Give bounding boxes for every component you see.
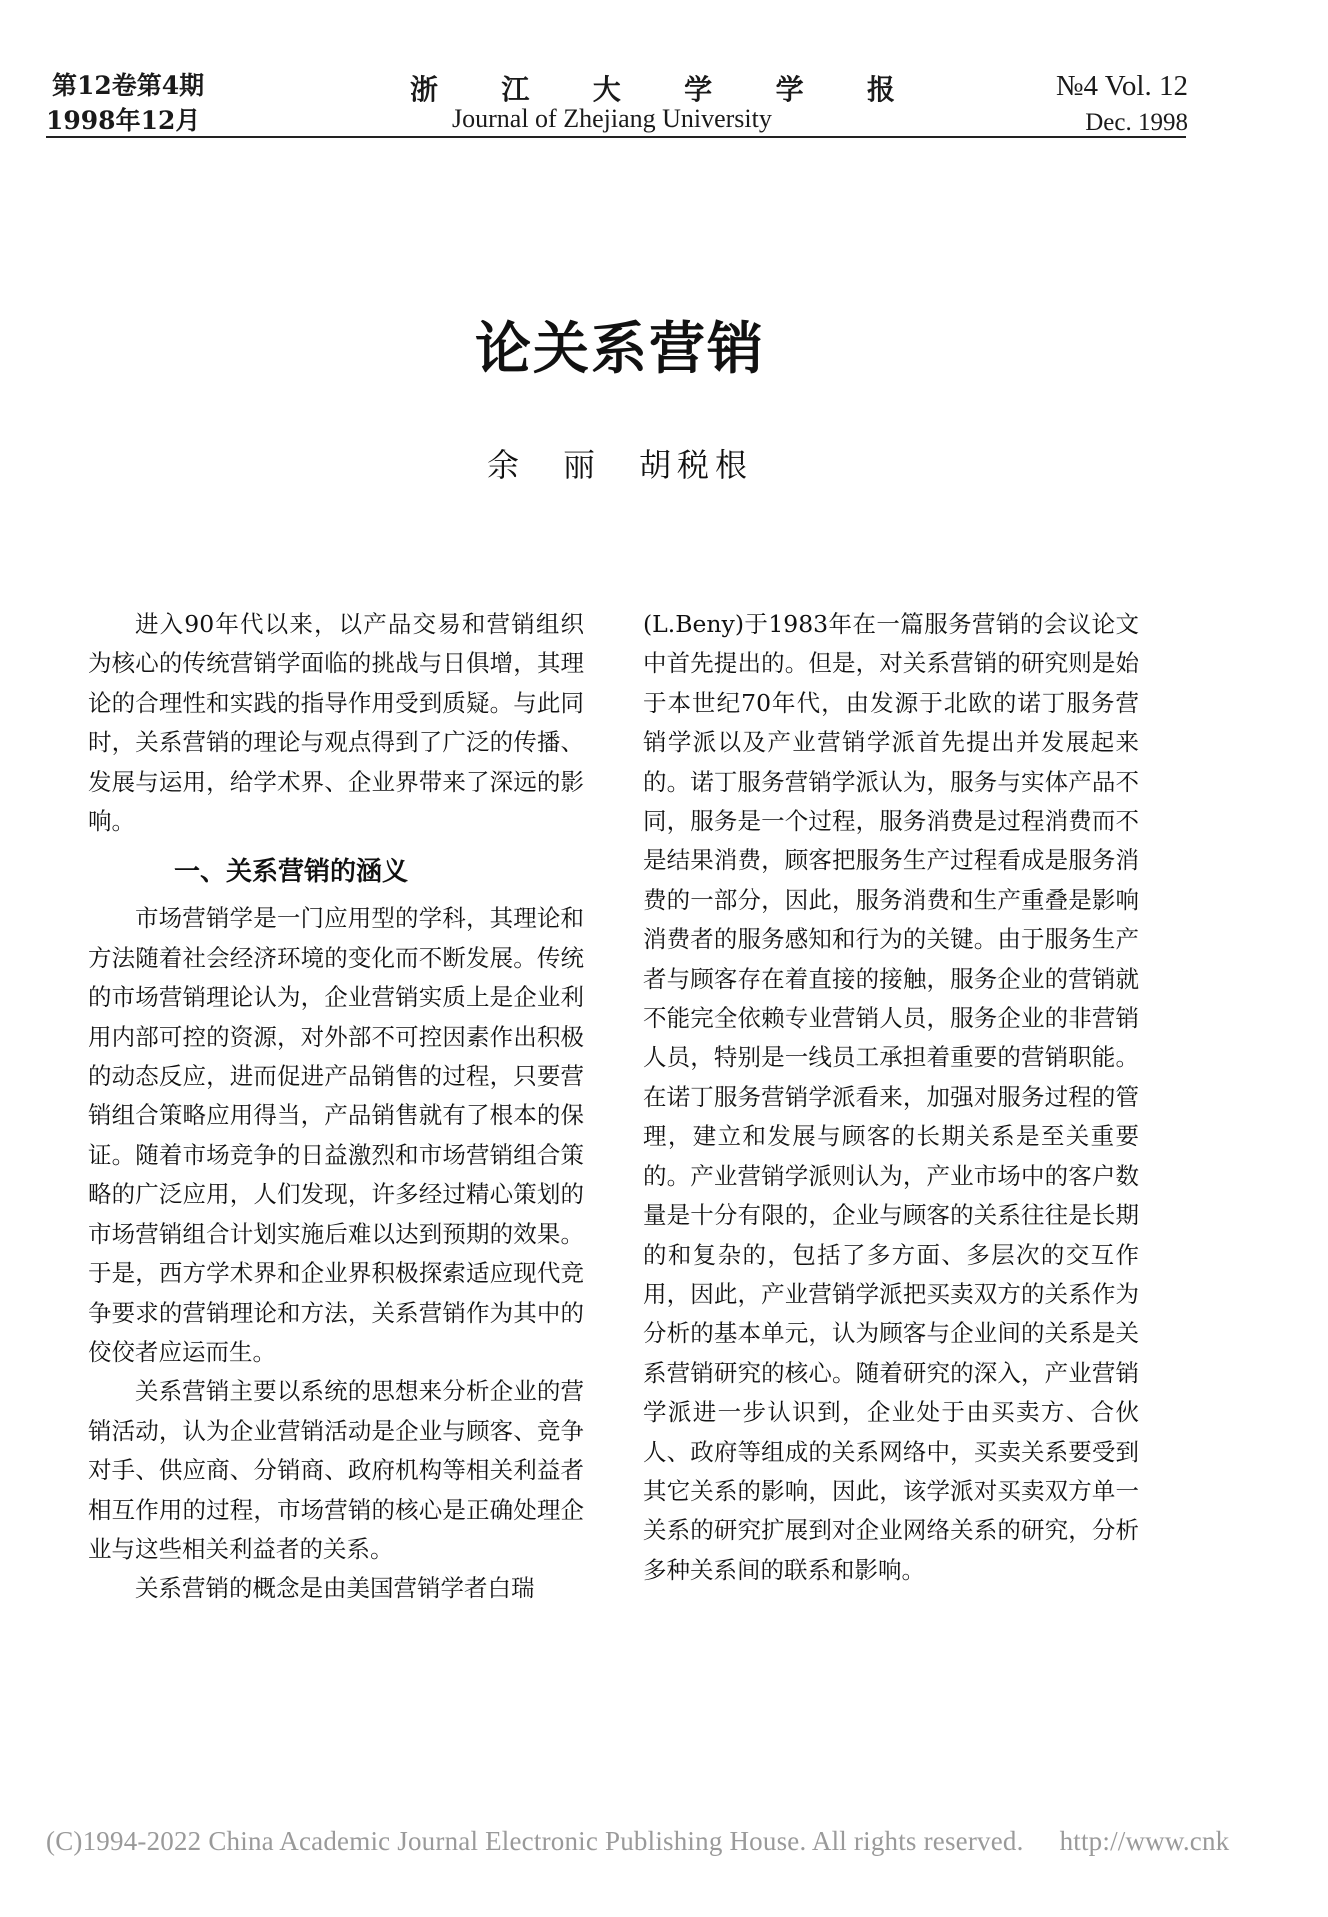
issue-date: 1998年12月 — [46, 106, 201, 135]
journal-char: 大 — [592, 73, 621, 106]
right-column — [643, 605, 1139, 1590]
volume-date: Dec. 1998 — [1085, 109, 1188, 136]
journal-char: 学 — [684, 73, 713, 106]
journal-char: 学 — [775, 73, 804, 106]
paragraph: (L.Beny)于1983年在一篇服务营销的会议论文中首先提出的。但是，对关系营销的研究则是始于本世纪70年代，由发源于北欧的诺丁服务营销学派以及产业营销学派首先提出并发展起来的。诺丁服务营销学派认为，服务与实体产品不同，服务是一个过程，服务消费是过程消费而不是结果消费，顾客把服务生产过程看成是服务消费的一部分，因此，服务消费和生产重叠是影响消费者的服务感知和行为的关键。由于服务生产者与顾客存在着直接的接触，服务企业的营销就不能完全依赖专业营销人员，服务企业的非营销人员，特别是一线员工承担着重要的营销职能。在诺丁服务营销学派看来，加强对服务过程的管理，建立和发展与顾客的长期关系是至关重要的。产业营销学派则认为，产业市场中的客户数量是十分有限的，企业与顾客的关系往往是长期的和复杂的，包括了多方面、多层次的交互作用，因此，产业营销学派把买卖双方的关系作为分析的基本单元，认为顾客与企业间的关系是关系营销研究的核心。随着研究的深入，产业营销学派进一步认识到，企业处于由买卖方、合伙人、政府等组成的关系网络中，买卖关系要受到其它关系的影响，因此，该学派对买卖双方单一关系的研究扩展到对企业网络关系的研究，分析多种关系间的联系和影响。 — [643, 610, 1139, 1584]
paragraph: 进入90年代以来，以产品交易和营销组织为核心的传统营销学面临的挑战与日俱增，其理论的合理性和实践的指导作用受到质疑。与此同时，关系营销的理论与观点得到了广泛的传播、发展与运用，给学术界、企业界带来了深远的影响。 — [88, 610, 584, 836]
header-rule — [46, 136, 1186, 138]
volume-info: №4 Vol. 12 — [1055, 70, 1188, 102]
article-authors: 余 丽 胡税根 — [486, 446, 753, 484]
journal-name-cn — [410, 68, 895, 108]
paragraph: 市场营销学是一门应用型的学科，其理论和方法随着社会经济环境的变化而不断发展。传统的市场营销理论认为，企业营销实质上是企业利用内部可控的资源，对外部不可控因素作出积极的动态反应，进而促进产品销售的过程，只要营销组合策略应用得当，产品销售就有了根本的保证。随着市场竞争的日益激烈和市场营销组合策略的广泛应用，人们发现，许多经过精心策划的市场营销组合计划实施后难以达到预期的效果。于是，西方学术界和企业界积极探索适应现代竞争要求的营销理论和方法，关系营销作为其中的佼佼者应运而生。 — [88, 904, 584, 1366]
paragraph: 关系营销的概念是由美国营销学者白瑞 — [135, 1574, 535, 1603]
copyright-text: (C)1994-2022 China Academic Journal Electronic Publishing House. All rights reserved. — [46, 1826, 1024, 1856]
article-title: 论关系营销 — [475, 316, 765, 382]
journal-char: 江 — [501, 73, 530, 106]
left-column — [88, 605, 584, 1609]
copyright-footer — [46, 1826, 1229, 1857]
journal-char: 报 — [866, 73, 895, 106]
footer-url[interactable]: http://www.cnk — [1059, 1826, 1230, 1856]
journal-name-en: Journal of Zhejiang University — [452, 104, 772, 133]
issue-info: 第12卷第4期 — [52, 71, 205, 100]
section-heading: 一、关系营销的涵义 — [174, 857, 409, 888]
journal-char: 浙 — [410, 73, 439, 106]
paragraph: 关系营销主要以系统的思想来分析企业的营销活动，认为企业营销活动是企业与顾客、竞争对手、供应商、分销商、政府机构等相关利益者相互作用的过程，市场营销的核心是正确处理企业与这些相关利益者的关系。 — [88, 1377, 584, 1563]
